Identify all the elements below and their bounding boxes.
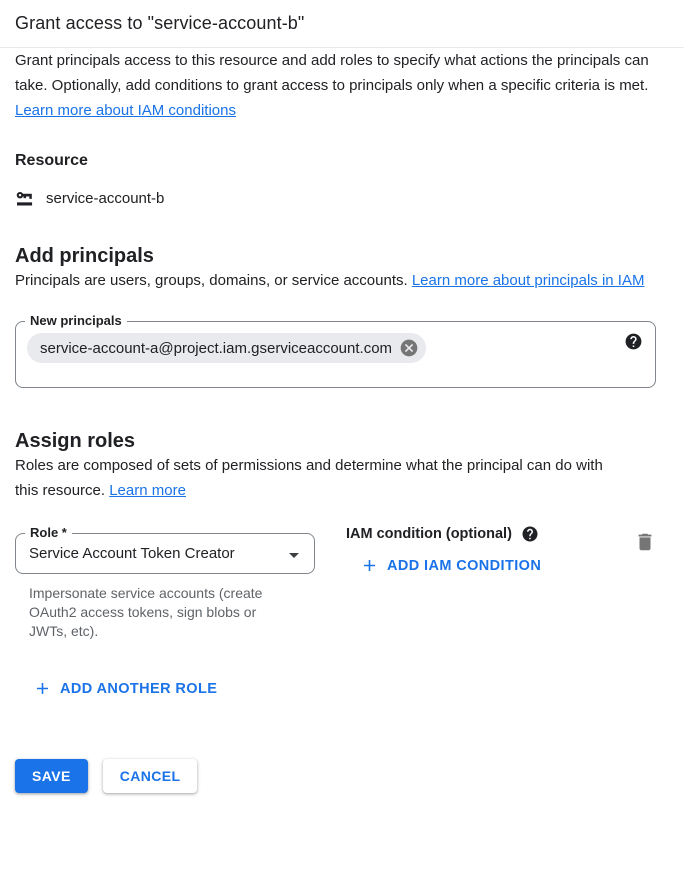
intro-text: Grant principals access to this resource and add roles to specify what actions the principals can take. Optionally, add conditions to grant access to principals only when a specific criteria is met. xyxy=(15,52,649,94)
caret-down-icon xyxy=(282,543,306,567)
role-column xyxy=(15,524,315,641)
new-principals-label: New principals xyxy=(25,313,127,328)
iam-condition-label: IAM condition (optional) xyxy=(346,526,512,542)
add-another-role-button[interactable] xyxy=(33,679,217,698)
add-role-row xyxy=(15,679,656,703)
role-row xyxy=(15,524,656,641)
iam-condition-label-row xyxy=(346,525,541,543)
principals-description xyxy=(15,268,656,293)
principals-description-text: Principals are users, groups, domains, or service accounts. xyxy=(15,272,412,289)
add-principals-heading: Add principals xyxy=(15,245,154,267)
intro-paragraph xyxy=(15,48,656,123)
resource-heading: Resource xyxy=(15,152,88,169)
plus-icon xyxy=(360,556,379,575)
roles-description xyxy=(15,453,615,503)
iam-condition-column xyxy=(346,524,541,580)
add-iam-condition-button[interactable] xyxy=(360,556,541,575)
principal-chip-value: service-account-a@project.iam.gserviceaccount.com xyxy=(40,339,393,357)
plus-icon xyxy=(33,679,52,698)
delete-role-button[interactable] xyxy=(634,531,656,553)
role-label: Role * xyxy=(25,525,72,540)
add-iam-condition-label: ADD IAM CONDITION xyxy=(387,557,542,574)
dialog-header xyxy=(0,0,684,48)
iam-condition-help-icon[interactable] xyxy=(521,525,539,543)
resource-name: service-account-b xyxy=(46,190,165,207)
roles-description-text: Roles are composed of sets of permissions and determine what the principal can do with this resource. xyxy=(15,457,603,499)
learn-more-principals-link[interactable]: Learn more about principals in IAM xyxy=(411,272,645,289)
role-select[interactable] xyxy=(15,525,315,574)
trash-icon xyxy=(634,531,656,553)
assign-roles-heading: Assign roles xyxy=(15,430,136,452)
chip-remove-icon[interactable] xyxy=(399,338,419,358)
service-account-icon xyxy=(15,188,36,209)
learn-more-iam-conditions-link[interactable]: Learn more about IAM conditions xyxy=(15,102,236,119)
role-value: Service Account Token Creator xyxy=(29,545,235,562)
new-principals-field[interactable] xyxy=(15,313,656,388)
principal-chip xyxy=(27,333,426,363)
principals-help-icon[interactable] xyxy=(624,332,643,351)
role-helper-text: Impersonate service accounts (create OAuth2 access tokens, sign blobs or JWTs, etc). xyxy=(29,585,263,639)
learn-more-roles-link[interactable]: Learn more xyxy=(109,482,186,499)
dialog-title: Grant access to "service-account-b" xyxy=(15,13,305,33)
add-another-role-label: ADD ANOTHER ROLE xyxy=(60,680,218,697)
cancel-button[interactable]: CANCEL xyxy=(103,759,198,793)
dialog-footer xyxy=(15,759,656,811)
dialog-content xyxy=(0,48,684,811)
resource-item xyxy=(15,188,656,209)
save-button[interactable]: SAVE xyxy=(15,759,88,793)
